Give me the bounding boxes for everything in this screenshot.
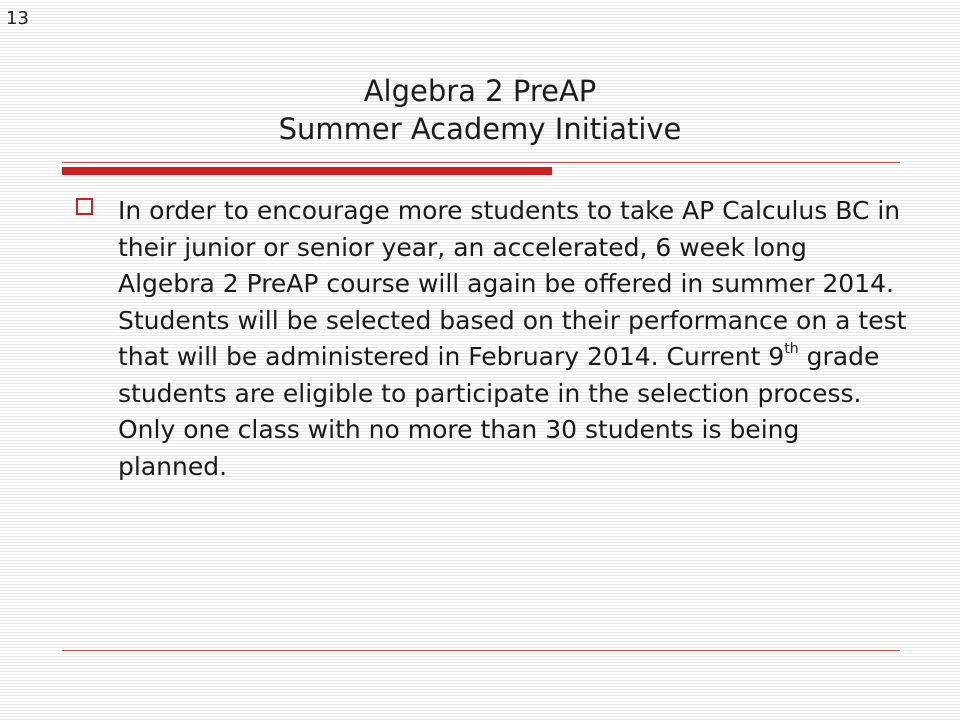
ordinal-superscript: th bbox=[784, 340, 799, 357]
square-bullet-icon bbox=[76, 198, 93, 215]
title-line-1: Algebra 2 PreAP bbox=[363, 74, 597, 108]
slide-number: 13 bbox=[6, 8, 29, 29]
title-line-2: Summer Academy Initiative bbox=[278, 112, 682, 146]
bullet-text-part-2: grade students are eligible to participate in the selection process. Only one class with no more than 30 students is being planned. bbox=[118, 342, 880, 481]
bullet-text bbox=[118, 193, 908, 485]
bullet-text-part-1: In order to encourage more students to take AP Calculus BC in their junior or senior year, an accelerated, 6 week long Algebra 2 PreAP course will again be offered in summer 2014. Students will be selected based on their performance on a test that will be administered in February 2014. Current 9 bbox=[118, 196, 907, 371]
slide-title bbox=[0, 72, 960, 148]
footer-divider bbox=[62, 650, 900, 651]
title-divider-thick bbox=[62, 167, 552, 175]
title-divider-thin bbox=[62, 162, 900, 163]
